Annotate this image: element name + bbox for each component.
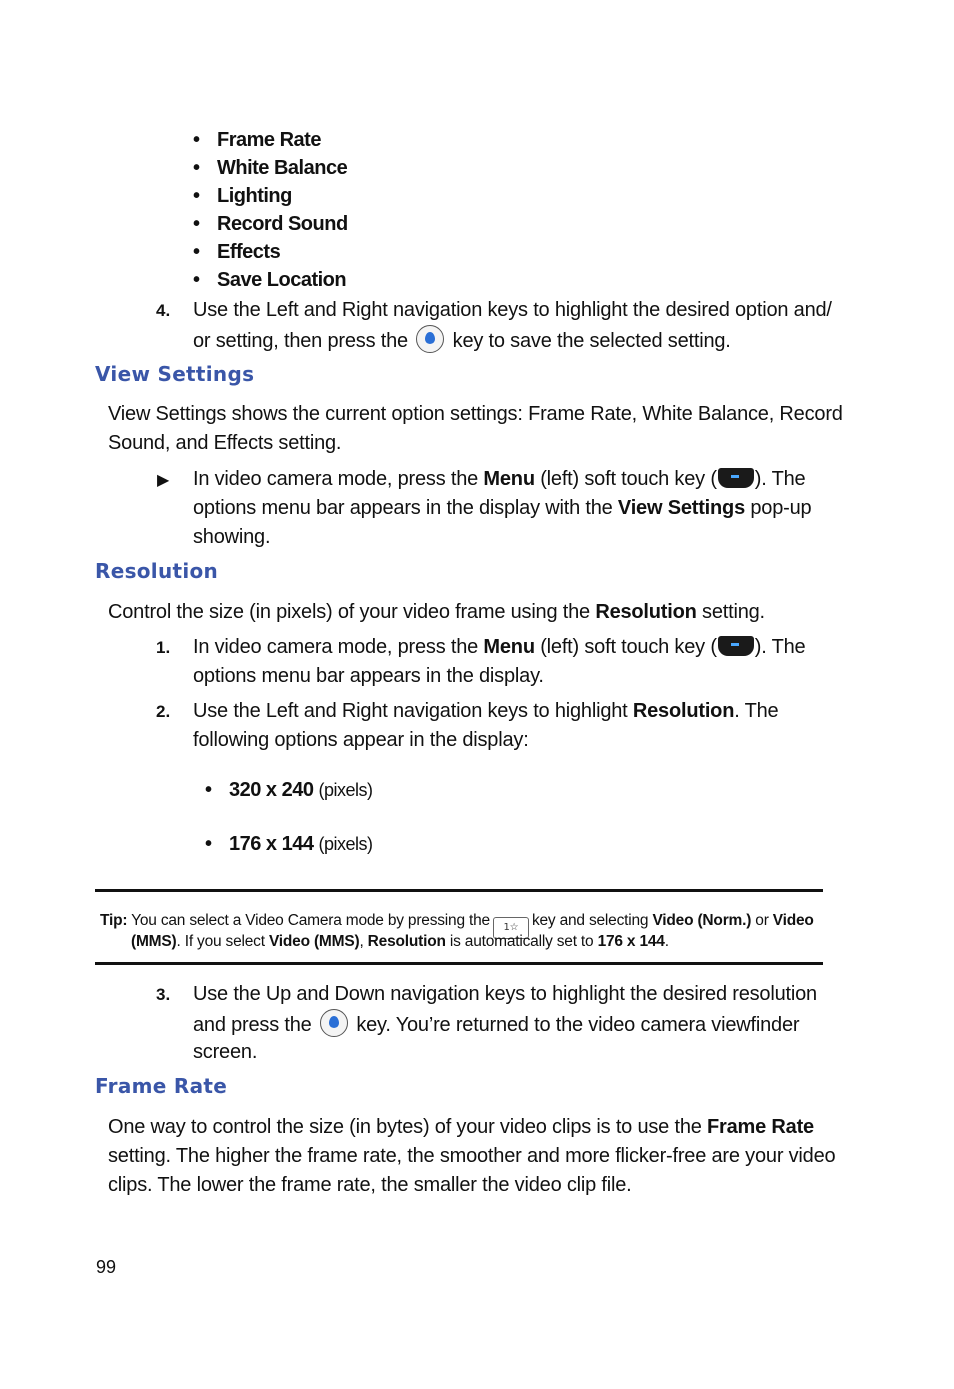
list-item-label: White Balance [217,157,348,179]
list-item-label: Frame Rate [217,129,321,151]
soft-key-icon [718,636,754,656]
paragraph: View Settings shows the current option settings: Frame Rate, White Balance, Record [108,403,843,425]
section-heading: Frame Rate [95,1074,228,1098]
paragraph: One way to control the size (in bytes) of your video clips is to use the Frame Rate [108,1116,814,1138]
list-item: • Frame Rate [193,129,321,151]
paragraph: setting. The higher the frame rate, the smoother and more flicker-free are your video [108,1145,836,1167]
tip-text: Tip: You can select a Video Camera mode by pressing the 1☆ key and selecting Video (Norm.) or Video [100,910,814,939]
list-item-label: Save Location [217,269,347,291]
step-text: screen. [193,1041,258,1063]
step-number: 1. [156,638,171,657]
ok-key-icon [320,1009,348,1037]
divider [95,962,823,965]
list-item: • 320 x 240 (pixels) [205,779,373,801]
list-item: • Effects [193,241,281,263]
soft-key-icon [718,468,754,488]
list-item-label: Lighting [217,185,292,207]
one-key-icon: 1☆ [493,917,529,939]
tip-text: (MMS). If you select Video (MMS), Resolution is automatically set to 176 x 144. [131,933,669,950]
paragraph: clips. The lower the frame rate, the smaller the video clip file. [108,1174,632,1196]
step-text: options menu bar appears in the display. [193,665,544,687]
step-text: or setting, then press the key to save the selected setting. [193,325,731,356]
paragraph: Control the size (in pixels) of your video frame using the Resolution setting. [108,601,765,623]
page-number: 99 [96,1257,117,1277]
list-item: • White Balance [193,157,348,179]
step-number: 3. [156,985,171,1004]
step-text: In video camera mode, press the Menu (left) soft touch key ( ). The [193,636,806,658]
step-text: showing. [193,526,271,548]
divider [95,889,823,892]
step-text: Use the Up and Down navigation keys to highlight the desired resolution [193,983,817,1005]
step-number: 4. [156,301,171,320]
list-item-label: Record Sound [217,213,348,235]
step-text: Use the Left and Right navigation keys to highlight the desired option and/ [193,299,832,321]
section-heading: Resolution [95,559,219,583]
list-item: • Record Sound [193,213,348,235]
step-text: In video camera mode, press the Menu (left) soft touch key ( ). The [193,468,806,490]
list-item: • Save Location [193,269,347,291]
list-item: • 176 x 144 (pixels) [205,833,373,855]
step-text: and press the key. You’re returned to the video camera viewfinder [193,1009,799,1040]
section-heading: View Settings [95,362,255,386]
paragraph: Sound, and Effects setting. [108,432,342,454]
list-item-label: Effects [217,241,281,263]
list-item: • Lighting [193,185,292,207]
step-text: Use the Left and Right navigation keys to highlight Resolution. The [193,700,779,722]
arrow-bullet-icon: ▶ [157,472,170,489]
step-text: options menu bar appears in the display with the View Settings pop-up [193,497,812,519]
step-number: 2. [156,702,171,721]
ok-key-icon [416,325,444,353]
step-text: following options appear in the display: [193,729,529,751]
